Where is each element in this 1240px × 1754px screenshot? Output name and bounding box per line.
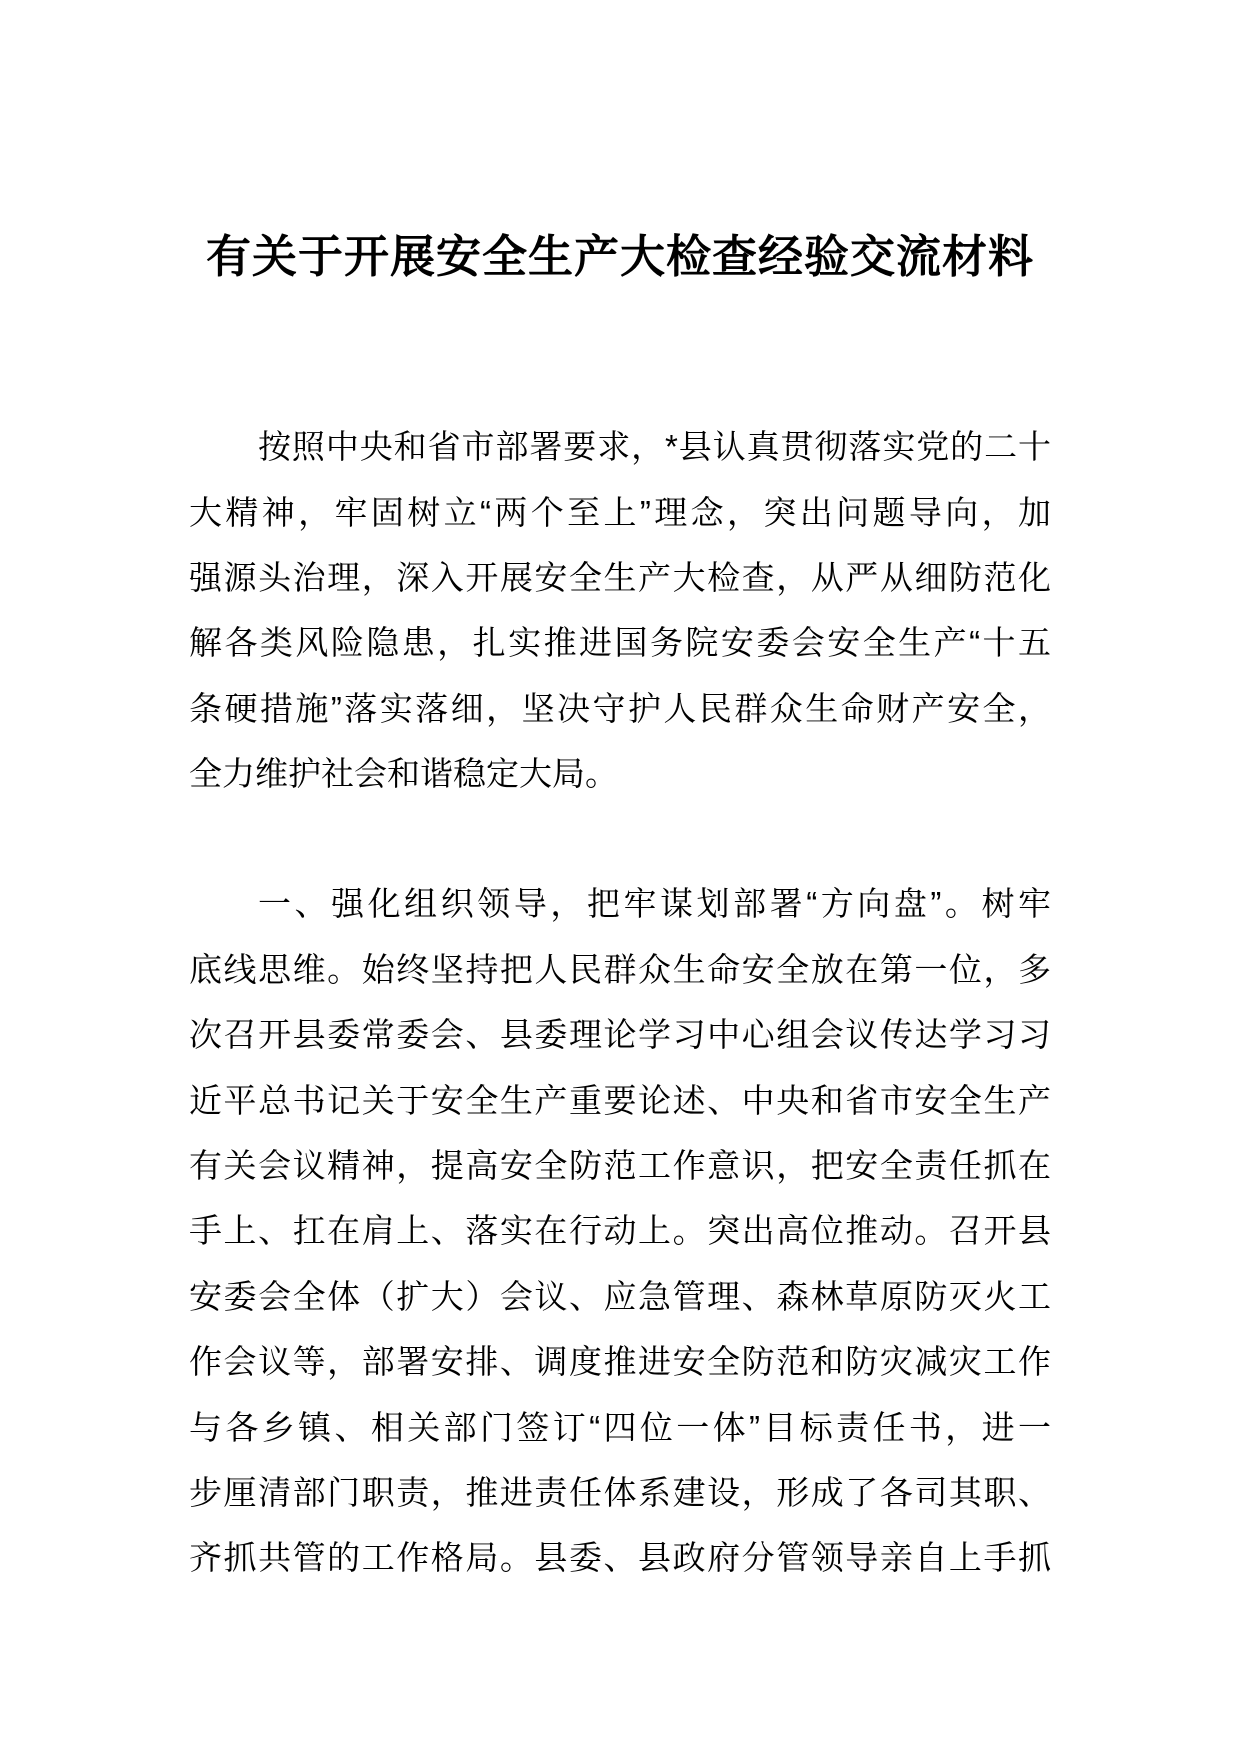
document-line: 全力维护社会和谐稳定大局。: [189, 755, 618, 793]
document-line: 安委会全体（扩大）会议、应急管理、森林草原防灭火工: [189, 1277, 1051, 1315]
document-line: 底线思维。始终坚持把人民群众生命安全放在第一位，多: [189, 950, 1051, 988]
document-line: 强源头治理，深入开展安全生产大检查，从严从细防范化: [189, 558, 1051, 596]
document-line: 作会议等，部署安排、调度推进安全防范和防灾减灾工作: [189, 1343, 1051, 1381]
document-title: 有关于开展安全生产大检查经验交流材料: [205, 231, 1034, 283]
document-line: 大精神，牢固树立“两个至上”理念，突出问题导向，加: [189, 493, 1051, 531]
document-line: 有关会议精神，提高安全防范工作意识，把安全责任抓在: [189, 1147, 1051, 1185]
document-line: 手上、扛在肩上、落实在行动上。突出高位推动。召开县: [189, 1212, 1051, 1250]
document-line: 条硬措施”落实落细，坚决守护人民群众生命财产安全，: [189, 689, 1051, 727]
paragraph-1: [189, 414, 1051, 806]
document-line: 一、强化组织领导，把牢谋划部署“方向盘”。树牢: [258, 885, 1051, 923]
document-line: 步厘清部门职责，推进责任体系建设，形成了各司其职、: [189, 1474, 1051, 1511]
document-line: 与各乡镇、相关部门签订“四位一体”目标责任书，进一: [189, 1408, 1051, 1446]
document-line: 解各类风险隐患，扎实推进国务院安委会安全生产“十五: [189, 624, 1051, 662]
document-line: 近平总书记关于安全生产重要论述、中央和省市安全生产: [189, 1081, 1051, 1119]
document-line: 次召开县委常委会、县委理论学习中心组会议传达学习习: [189, 1016, 1051, 1054]
document-line: 按照中央和省市部署要求，*县认真贯彻落实党的二十: [258, 428, 1051, 466]
paragraph-2: [189, 871, 1051, 1590]
document-line: 齐抓共管的工作格局。县委、县政府分管领导亲自上手抓: [189, 1539, 1051, 1577]
